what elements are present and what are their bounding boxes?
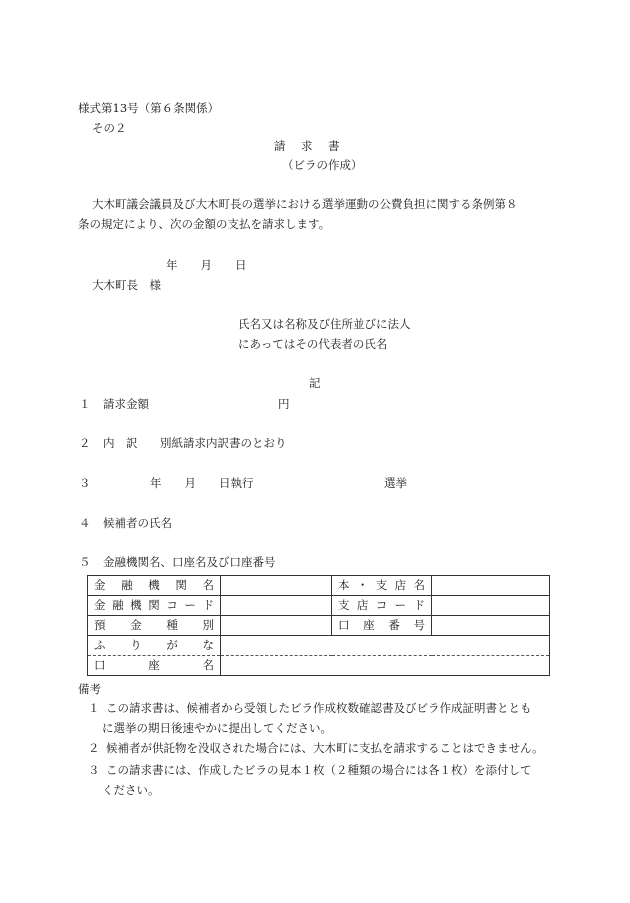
addressee: 大木町長 様 [92,278,161,292]
table-row [88,636,550,656]
claimant-label-line-2: にあってはその代表者の氏名 [238,337,388,351]
item-1-number: １ [79,397,91,411]
bank-name-value[interactable] [221,576,332,596]
intro-line-1: 大木町議会議員及び大木町長の選挙における選挙運動の公費負担に関する条例第８ [92,197,518,211]
table-row [88,596,550,616]
item-3-date: 年 月 日執行 [150,476,254,490]
table-row [88,616,550,636]
remark-3-line-1: この請求書には、作成したビラの見本１枚（２種類の場合には各１枚）を添付して [106,763,532,777]
remark-1 [88,698,553,738]
branch-name-label: 本・支店名 [332,576,432,596]
item-4-label: 候補者の氏名 [103,516,172,530]
item-2-value: 別紙請求内訳書のとおり [160,436,287,450]
deposit-type-label: 預金種別 [88,616,221,636]
item-5-number: ５ [79,555,91,569]
remark-1-number: １ [88,701,100,715]
furigana-value[interactable] [221,636,550,656]
remark-1-line-2: に選挙の期日後速やかに提出してください。 [102,721,332,735]
intro-line-2: 条の規定により、次の金額の支払を請求します。 [78,217,331,231]
account-name-value[interactable] [221,656,550,676]
account-number-label: 口座番号 [332,616,432,636]
remark-2 [88,738,553,758]
date-line: 年 月 日 [166,258,247,272]
remark-2-number: ２ [88,741,100,755]
item-1-label: 請求金額 [103,397,149,411]
form-number: 様式第13号（第６条関係） [78,101,220,115]
document-title: 請 求 書 [274,139,342,153]
item-2-label: 内 訳 [103,436,138,450]
branch-code-label: 支店コード [332,596,432,616]
remark-2-line-1: 候補者が供託物を没収された場合には、大木町に支払を請求することはできません。 [106,741,544,755]
item-3-unit: 選挙 [384,476,407,490]
remark-3-line-2: ください。 [102,783,160,797]
account-name-label: 口座名 [88,656,221,676]
branch-name-value[interactable] [432,576,550,596]
table-row [88,656,550,676]
remarks-title: 備考 [78,682,101,696]
item-1-unit: 円 [278,397,290,411]
item-4-number: ４ [79,516,91,530]
remark-3 [88,760,553,800]
table-row [88,576,550,596]
branch-code-value[interactable] [432,596,550,616]
claimant-label-line-1: 氏名又は名称及び住所並びに法人 [238,317,411,331]
deposit-type-value[interactable] [221,616,332,636]
remark-3-number: ３ [88,763,100,777]
item-5-label: 金融機関名、口座名及び口座番号 [103,555,276,569]
remark-1-line-1: この請求書は、候補者から受領したビラ作成枚数確認書及びビラ作成証明書ととも [106,701,532,715]
bank-code-value[interactable] [221,596,332,616]
furigana-label: ふりがな [88,636,221,656]
bank-name-label: 金融機関名 [88,576,221,596]
account-number-value[interactable] [432,616,550,636]
sub-number: その２ [92,121,127,135]
ki-mark: 記 [309,376,321,390]
item-3-number: ３ [79,476,91,490]
item-2-number: ２ [79,436,91,450]
document-subtitle: （ビラの作成） [282,158,363,172]
bank-account-table [87,575,550,676]
bank-code-label: 金融機関コード [88,596,221,616]
